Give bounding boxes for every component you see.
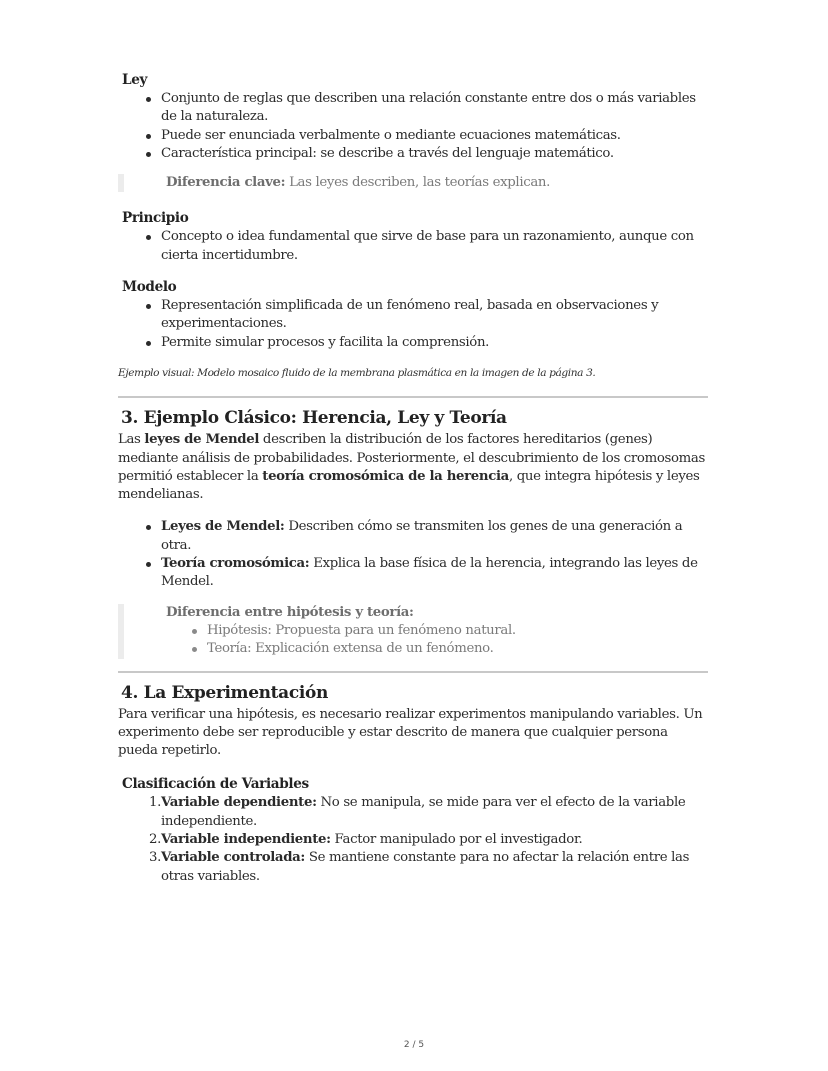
list-item (161, 849, 708, 886)
item-label: Variable controlada: (161, 850, 305, 866)
section-3-list (118, 518, 708, 591)
list-item (161, 794, 708, 831)
bold-term: leyes de Mendel (144, 432, 260, 448)
heading-modelo: Modelo (122, 279, 177, 296)
heading-principio: Principio (122, 210, 189, 227)
section-3-title: 3. Ejemplo Clásico: Herencia, Ley y Teoría (121, 408, 507, 429)
ley-list (118, 90, 708, 163)
text: , que integra hipótesis y leyes mendelianas. (118, 468, 700, 503)
bold-term: teoría cromosómica de la herencia (262, 468, 509, 484)
section-4-title: 4. La Experimentación (121, 682, 328, 703)
note-label: Diferencia clave: (166, 175, 286, 191)
variables-list (118, 794, 708, 885)
list-item: Puede ser enunciada verbalmente o mediante ecuaciones matemáticas. (161, 127, 708, 145)
list-item (161, 555, 708, 592)
list-item: Característica principal: se describe a través del lenguaje matemático. (161, 145, 708, 163)
heading-ley: Ley (122, 72, 148, 88)
item-text: Factor manipulado por el investigador. (330, 832, 583, 848)
item-text: Describen cómo se transmiten los genes de una generación a otra. (161, 519, 683, 553)
section-divider (118, 396, 708, 398)
item-label: Leyes de Mendel: (161, 519, 285, 535)
list-item: Conjunto de reglas que describen una relación constante entre dos o más variables de la naturaleza. (161, 90, 708, 127)
section-principio (118, 208, 708, 265)
text: describen la distribución de los factores hereditarios (genes) mediante análisis de probabilidades. Posteriormente, el descubrimiento de los cromosomas permitió establecer la (118, 432, 705, 484)
list-item: Teoría: Explicación extensa de un fenómeno. (207, 640, 708, 658)
note-title: Diferencia entre hipótesis y teoría: (166, 604, 414, 620)
list-item: Concepto o idea fundamental que sirve de base para un razonamiento, aunque con cierta incertidumbre. (161, 228, 708, 265)
modelo-list (118, 297, 708, 352)
list-item (161, 831, 708, 849)
note-list (166, 622, 708, 659)
item-label: Variable independiente: (161, 832, 331, 848)
section-divider (118, 671, 708, 673)
principio-list (118, 228, 708, 265)
key-difference-note (118, 174, 708, 192)
item-text: No se manipula, se mide para ver el efecto de la variable independiente. (161, 795, 686, 829)
item-text: Se mantiene constante para no afectar la relación entre las otras variables. (161, 850, 690, 884)
section-4-intro: Para verificar una hipótesis, es necesario realizar experimentos manipulando variables. Un experimento debe ser reproducible y estar descrito de manera que cualquier persona pueda repetirlo. (118, 706, 703, 759)
document-page (118, 70, 708, 886)
list-item: Permite simular procesos y facilita la comprensión. (161, 334, 708, 352)
item-label: Variable dependiente: (161, 795, 317, 811)
section-3-intro (118, 431, 708, 504)
note-text: Las leyes describen, las teorías explican. (285, 175, 550, 191)
item-label: Teoría cromosómica: (161, 556, 310, 572)
page-number: 2 / 5 (403, 1040, 425, 1050)
list-item: Representación simplificada de un fenómeno real, basada en observaciones y experimentaciones. (161, 297, 708, 334)
list-item: Hipótesis: Propuesta para un fenómeno natural. (207, 622, 708, 640)
section-modelo (118, 277, 708, 382)
text: Las (118, 432, 145, 448)
hypothesis-theory-note (118, 604, 708, 659)
list-item (161, 518, 708, 555)
figure-caption: Ejemplo visual: Modelo mosaico fluido de la membrana plasmática en la imagen de la página 3. (118, 366, 596, 379)
section-ley (118, 70, 708, 192)
item-text: Explica la base física de la herencia, integrando las leyes de Mendel. (161, 556, 698, 590)
variables-heading: Clasificación de Variables (122, 776, 309, 793)
